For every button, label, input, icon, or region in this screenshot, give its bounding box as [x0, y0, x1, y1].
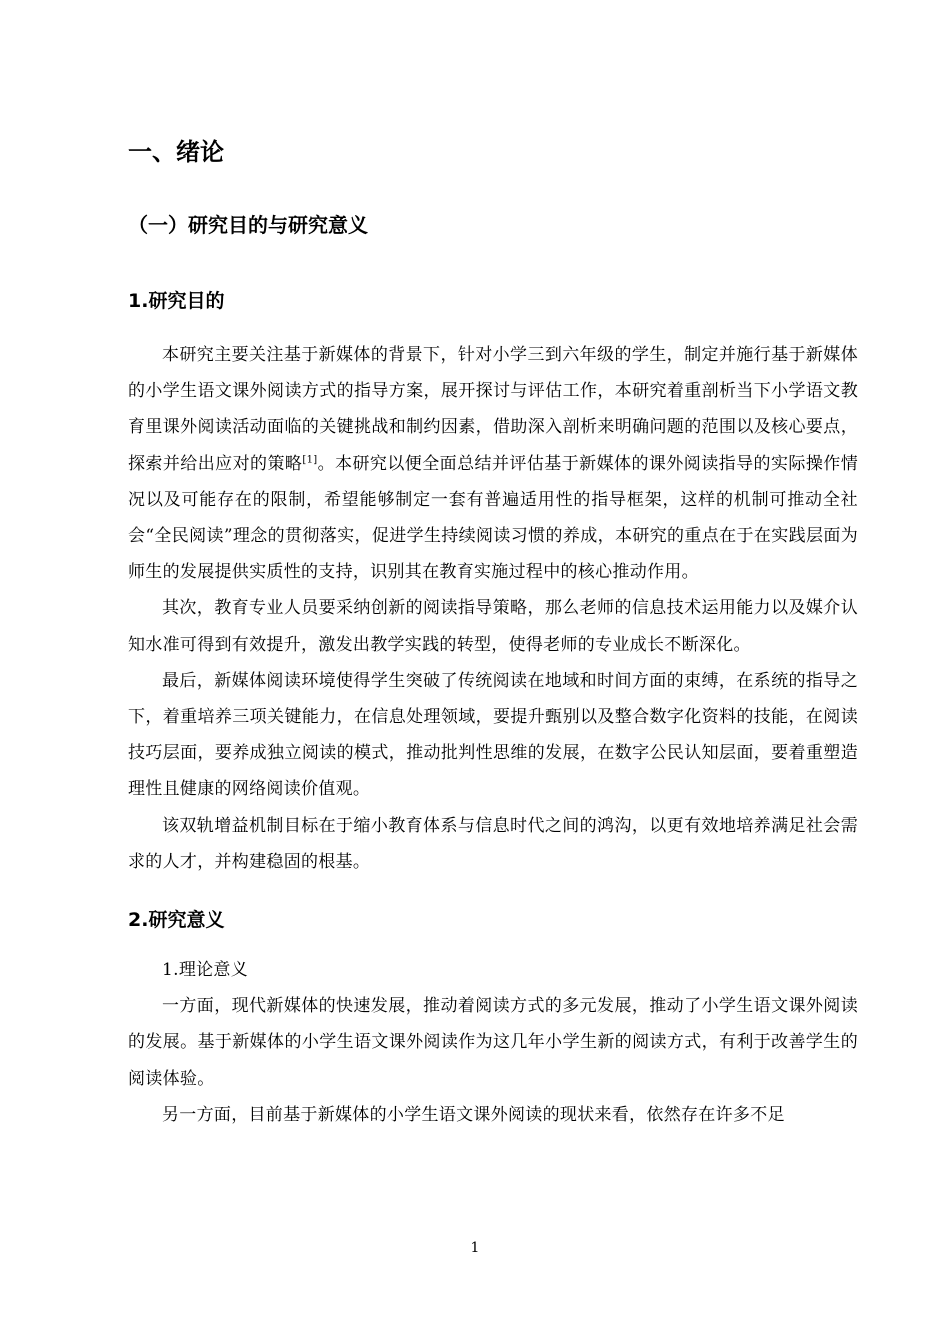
paragraph-text: 。本研究以便全面总结并评估基于新媒体的课外阅读指导的实际操作情况以及可能存在的限制，希望能够制定一套有普遍适用性的指导框架，这样的机制可推动全社会“全民阅读”理念的贯彻落实，促进学生持续阅读习惯的养成，本研究的重点在于在实践层面为师生的发展提供实质性的支持，识别其在教育实施过程中的核心推动作用。	[128, 453, 858, 583]
paragraph-text: 本研究主要关注基于新媒体的背景下，针对小学三到六年级的学生，制定并施行基于新媒体的小学生语文课外阅读方式的指导方案，展开探讨与评估工作，本研究着重剖析当下小学语文教育里课外阅读活动面临的关键挑战和制约因素，借助深入剖析来明确问题的范围以及核心要点，探索并给出应对的策略	[128, 345, 858, 474]
paragraph-purpose-4: 该双轨增益机制目标在于缩小教育体系与信息时代之间的鸿沟，以更有效地培养满足社会需求的人才，并构建稳固的根基。	[128, 815, 858, 872]
subsection-heading-significance: 2.研究意义	[128, 909, 225, 932]
page-number: 1	[470, 1240, 480, 1256]
paragraph-purpose-1	[128, 337, 858, 590]
paragraph-significance-2: 另一方面，目前基于新媒体的小学生语文课外阅读的现状来看，依然存在许多不足	[162, 1104, 785, 1125]
citation-marker: [1]	[302, 453, 318, 465]
paragraph-purpose-3: 最后，新媒体阅读环境使得学生突破了传统阅读在地域和时间方面的束缚，在系统的指导之下，着重培养三项关键能力，在信息处理领域，要提升甄别以及整合数字化资料的技能，在阅读技巧层面，要养成独立阅读的模式，推动批判性思维的发展，在数字公民认知层面，要着重塑造理性且健康的网络阅读价值观。	[128, 670, 858, 800]
section-heading: （一）研究目的与研究意义	[128, 213, 368, 237]
sub-heading-theoretical: 1.理论意义	[162, 960, 249, 981]
subsection-heading-purpose: 1.研究目的	[128, 290, 225, 312]
paragraph-purpose-2: 其次，教育专业人员要采纳创新的阅读指导策略，那么老师的信息技术运用能力以及媒介认知水准可得到有效提升，激发出教学实践的转型，使得老师的专业成长不断深化。	[128, 598, 858, 655]
document-body	[128, 128, 858, 1133]
paragraph-significance-1: 一方面，现代新媒体的快速发展，推动着阅读方式的多元发展，推动了小学生语文课外阅读的发展。基于新媒体的小学生语文课外阅读作为这几年小学生新的阅读方式，有利于改善学生的阅读体验。	[128, 996, 858, 1089]
chapter-heading: 一、绪论	[128, 138, 224, 166]
